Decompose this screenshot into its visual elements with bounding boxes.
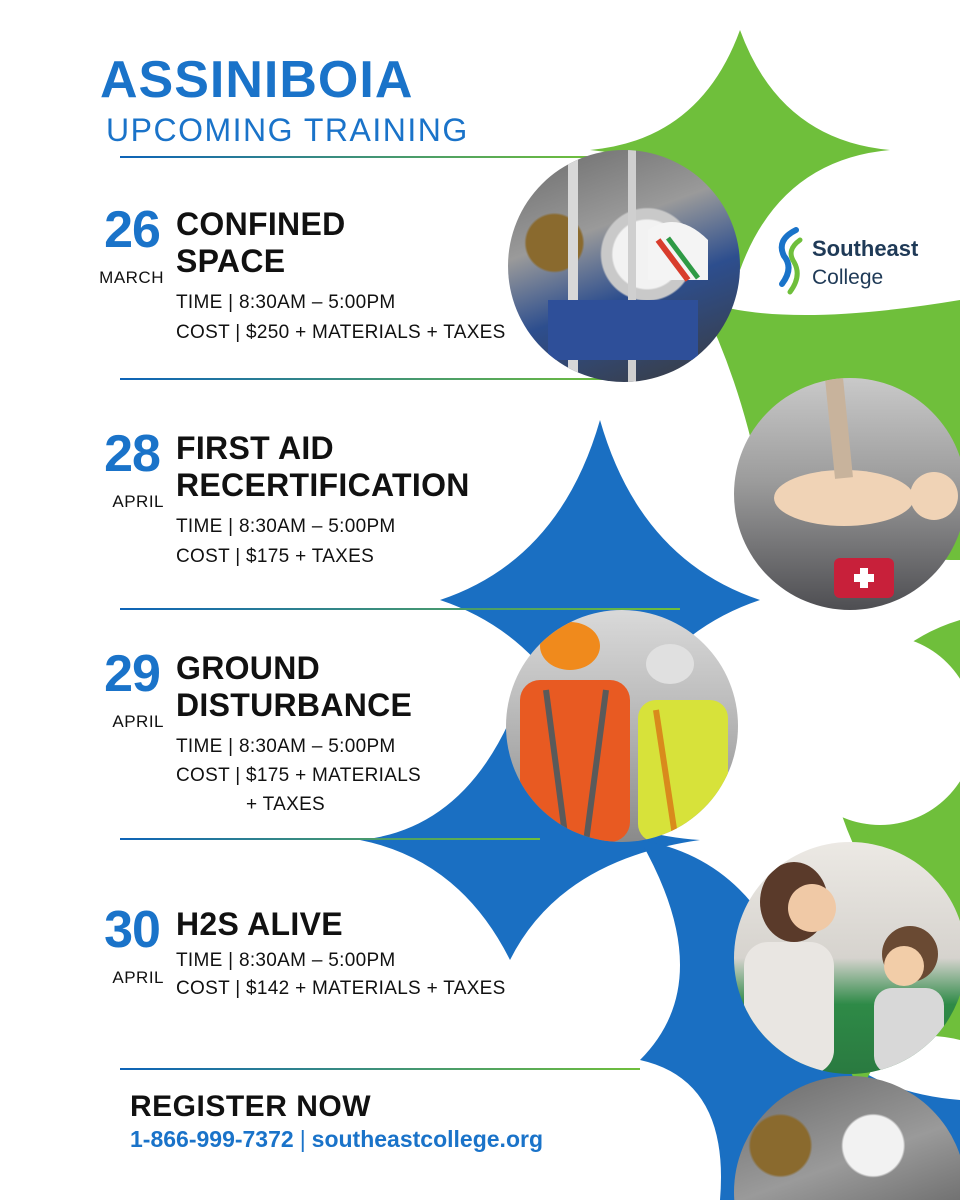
contact-separator: | bbox=[299, 1126, 306, 1152]
event-title bbox=[176, 430, 470, 505]
worker-illustration bbox=[508, 150, 740, 382]
white-circle-shape bbox=[785, 635, 960, 825]
event-day: 29 bbox=[104, 645, 160, 703]
event-card[interactable] bbox=[0, 425, 620, 628]
divider bbox=[120, 608, 680, 610]
contact-line bbox=[130, 1126, 543, 1153]
event-month: APRIL bbox=[112, 968, 164, 987]
event-title-line: DISTURBANCE bbox=[176, 687, 413, 724]
event-month: MARCH bbox=[99, 268, 164, 287]
divider bbox=[120, 838, 540, 840]
event-title-line: H2S ALIVE bbox=[176, 906, 343, 942]
divider bbox=[120, 156, 590, 158]
divider bbox=[120, 378, 620, 380]
event-cost: COST | $175 + MATERIALS bbox=[176, 765, 422, 786]
cpr-mannequin-photo bbox=[734, 378, 960, 610]
event-title bbox=[176, 206, 346, 281]
event-card[interactable] bbox=[0, 901, 620, 1104]
event-month: APRIL bbox=[112, 492, 164, 511]
register-now-heading: REGISTER NOW bbox=[130, 1090, 372, 1123]
website-link[interactable]: southeastcollege.org bbox=[311, 1126, 543, 1152]
logo-text-southeast: Southeast bbox=[812, 236, 919, 261]
mother-child-drawing-photo bbox=[734, 842, 960, 1074]
logo-text-college: College bbox=[812, 266, 884, 289]
event-title bbox=[176, 906, 343, 943]
event-day: 30 bbox=[104, 901, 160, 959]
event-day: 26 bbox=[104, 201, 160, 259]
construction-workers-photo bbox=[506, 610, 738, 842]
workers-illustration bbox=[506, 610, 738, 842]
divider bbox=[120, 1068, 640, 1070]
event-title-line: FIRST AID bbox=[176, 430, 334, 466]
event-day: 28 bbox=[104, 425, 160, 483]
phone-link[interactable]: 1-866-999-7372 bbox=[130, 1126, 294, 1152]
event-cost: COST | $142 + MATERIALS + TAXES bbox=[176, 978, 506, 999]
southeast-college-logo[interactable] bbox=[772, 226, 942, 296]
event-time: TIME | 8:30AM – 5:00PM bbox=[176, 950, 396, 971]
event-month: APRIL bbox=[112, 712, 164, 731]
confined-space-worker-photo bbox=[508, 150, 740, 382]
cpr-illustration bbox=[734, 378, 960, 610]
swoosh-s-icon bbox=[772, 226, 806, 296]
event-time: TIME | 8:30AM – 5:00PM bbox=[176, 292, 396, 313]
event-cost: COST | $250 + MATERIALS + TAXES bbox=[176, 322, 506, 343]
page-title: ASSINIBOIA bbox=[100, 51, 414, 109]
event-title-line: RECERTIFICATION bbox=[176, 467, 470, 504]
event-title-line: GROUND bbox=[176, 650, 321, 686]
event-title bbox=[176, 650, 412, 725]
event-time: TIME | 8:30AM – 5:00PM bbox=[176, 516, 396, 537]
event-time: TIME | 8:30AM – 5:00PM bbox=[176, 736, 396, 757]
event-cost-continued: + TAXES bbox=[246, 794, 326, 815]
event-title-line: SPACE bbox=[176, 243, 286, 280]
event-cost: COST | $175 + TAXES bbox=[176, 546, 375, 567]
family-illustration bbox=[734, 842, 960, 1074]
page-subtitle: UPCOMING TRAINING bbox=[106, 112, 469, 148]
event-title-line: CONFINED bbox=[176, 206, 346, 242]
